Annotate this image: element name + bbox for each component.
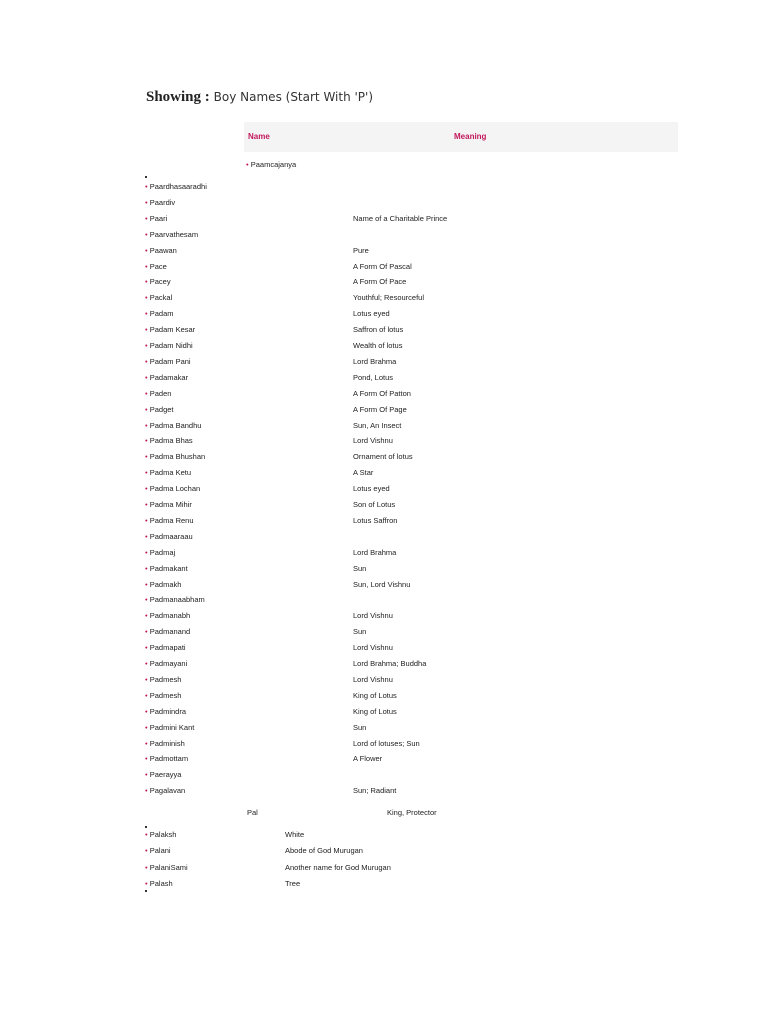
name-value: Padget bbox=[149, 404, 174, 414]
name-text bbox=[145, 786, 185, 795]
meaning-text: Lord Brahma bbox=[353, 547, 397, 557]
name-value: Padam Nidhi bbox=[149, 341, 193, 350]
name-value: Padam bbox=[149, 309, 174, 319]
meaning-text: Sun bbox=[353, 563, 367, 573]
name-text bbox=[145, 548, 175, 557]
meaning-text: Lord Brahma; Buddha bbox=[353, 659, 427, 668]
bullet-icon: • bbox=[145, 388, 148, 398]
name-text bbox=[145, 452, 205, 461]
list-item bbox=[145, 863, 545, 877]
list-item bbox=[145, 675, 645, 689]
name-text bbox=[145, 214, 167, 223]
name-text bbox=[145, 309, 174, 318]
name-value: Packal bbox=[149, 293, 173, 303]
meaning-text: Lord Brahma bbox=[353, 356, 397, 366]
name-text bbox=[145, 675, 181, 684]
list-item bbox=[145, 262, 645, 276]
bullet-icon: • bbox=[145, 341, 148, 350]
name-value: Padmesh bbox=[149, 674, 182, 684]
column-header-name: Name bbox=[248, 132, 270, 141]
meaning-text: King of Lotus bbox=[353, 690, 397, 700]
name-value: Palani bbox=[149, 846, 171, 856]
meaning-text: Youthful; Resourceful bbox=[353, 293, 425, 303]
bullet-icon: • bbox=[145, 579, 148, 589]
name-value: Padmakant bbox=[149, 563, 188, 573]
list-item bbox=[145, 277, 645, 291]
meaning-text: Wealth of lotus bbox=[353, 341, 403, 350]
name-text bbox=[145, 484, 200, 493]
list-item bbox=[145, 707, 645, 721]
name-text bbox=[145, 564, 188, 573]
name-text bbox=[145, 879, 173, 888]
name-text bbox=[145, 405, 174, 414]
list-item bbox=[145, 564, 645, 578]
bullet-icon: • bbox=[145, 436, 148, 446]
bullet-icon: • bbox=[145, 846, 148, 856]
meaning-text: Lord Vishnu bbox=[353, 611, 393, 621]
name-text bbox=[145, 373, 188, 382]
bullet-icon: • bbox=[145, 563, 148, 573]
meaning-text: Sun bbox=[353, 722, 367, 732]
bullet-icon: • bbox=[145, 595, 148, 605]
meaning-text: Lotus Saffron bbox=[353, 515, 398, 525]
name-text bbox=[145, 627, 190, 636]
name-text bbox=[145, 277, 171, 286]
name-text bbox=[145, 230, 198, 239]
list-item bbox=[145, 691, 645, 705]
list-item bbox=[145, 786, 645, 800]
table-header bbox=[244, 122, 678, 152]
name-text bbox=[145, 691, 181, 700]
name-value: Padma Renu bbox=[149, 515, 194, 525]
list-item bbox=[145, 723, 645, 737]
meaning-text: Ornament of lotus bbox=[353, 452, 413, 462]
list-item bbox=[145, 627, 645, 641]
name-value: Palaksh bbox=[149, 830, 177, 839]
list-item bbox=[145, 846, 545, 860]
bullet-icon: • bbox=[145, 722, 148, 732]
page-title bbox=[146, 88, 373, 106]
name-text bbox=[145, 863, 188, 872]
list-item bbox=[145, 341, 645, 355]
bullet-icon: • bbox=[145, 830, 148, 839]
bullet-icon: • bbox=[145, 643, 148, 653]
name-text bbox=[145, 516, 194, 525]
list-item bbox=[145, 500, 645, 514]
bullet-icon: • bbox=[145, 706, 148, 716]
name-text bbox=[145, 595, 205, 604]
bullet-icon: • bbox=[145, 515, 148, 525]
name-text bbox=[145, 262, 167, 271]
name-text bbox=[145, 436, 193, 445]
bullet-icon: • bbox=[145, 738, 148, 748]
name-value: Padmaj bbox=[149, 547, 176, 557]
name-value: Padma Bhas bbox=[149, 436, 193, 446]
name-text bbox=[145, 500, 192, 509]
list-item bbox=[145, 739, 645, 753]
stray-bullet bbox=[145, 176, 147, 178]
list-item bbox=[145, 770, 645, 784]
bullet-icon: • bbox=[145, 500, 148, 509]
name-value: Padamakar bbox=[149, 372, 189, 382]
bullet-icon: • bbox=[145, 452, 148, 462]
name-value: Padmakh bbox=[149, 579, 182, 589]
meaning-text: Sun, Lord Vishnu bbox=[353, 579, 411, 589]
meaning-text: Lotus eyed bbox=[353, 309, 390, 319]
name-text bbox=[145, 611, 190, 620]
bullet-icon: • bbox=[145, 325, 148, 335]
meaning-text: King of Lotus bbox=[353, 706, 397, 716]
title-lead: Showing : bbox=[146, 89, 210, 105]
name-value: Paerayya bbox=[149, 770, 182, 780]
bullet-icon: • bbox=[145, 468, 148, 478]
list-item bbox=[145, 516, 645, 530]
name-value: Paari bbox=[149, 213, 168, 223]
name-value: PalaniSami bbox=[149, 862, 188, 872]
name-value: Padmapati bbox=[149, 643, 186, 653]
pal-name: Pal bbox=[247, 808, 258, 817]
bullet-icon: • bbox=[145, 674, 148, 684]
bullet-icon: • bbox=[145, 754, 148, 764]
meaning-text: Lotus eyed bbox=[353, 484, 390, 494]
bullet-icon: • bbox=[145, 293, 148, 303]
list-item bbox=[145, 611, 645, 625]
meaning-text: Pond, Lotus bbox=[353, 372, 394, 382]
name-text bbox=[145, 198, 175, 207]
name-value: Padmanabh bbox=[149, 611, 191, 621]
list-item bbox=[145, 754, 645, 768]
name-text bbox=[145, 707, 186, 716]
list-item bbox=[145, 421, 645, 435]
first-entry bbox=[246, 160, 296, 169]
bullet-icon: • bbox=[145, 182, 148, 191]
name-text bbox=[145, 739, 185, 748]
name-text bbox=[145, 754, 188, 763]
bullet-icon: • bbox=[145, 690, 148, 700]
meaning-text: Tree bbox=[285, 878, 301, 888]
bullet-icon: • bbox=[145, 531, 148, 541]
meaning-text: Pure bbox=[353, 245, 369, 255]
name-text bbox=[145, 580, 181, 589]
list-item bbox=[145, 373, 645, 387]
name-value: Padma Lochan bbox=[149, 484, 201, 494]
list-item bbox=[145, 214, 645, 228]
list-item bbox=[145, 830, 545, 844]
meaning-text: Lord Vishnu bbox=[353, 436, 393, 446]
bullet-icon: • bbox=[145, 261, 148, 271]
bullet-icon: • bbox=[145, 404, 148, 414]
stray-bullet bbox=[145, 890, 147, 892]
pal-entry bbox=[247, 808, 547, 817]
name-value: Padminish bbox=[149, 738, 185, 748]
bullet-icon: • bbox=[145, 611, 148, 621]
name-text bbox=[145, 468, 191, 477]
meaning-text: Abode of God Murugan bbox=[285, 846, 363, 856]
name-value: Padmesh bbox=[149, 690, 182, 700]
name-value: Padma Ketu bbox=[149, 468, 192, 478]
name-value: Pacey bbox=[149, 277, 171, 287]
meaning-text: Sun bbox=[353, 627, 367, 637]
name-text bbox=[145, 643, 186, 652]
meaning-text: Lord Vishnu bbox=[353, 674, 393, 684]
bullet-icon: • bbox=[145, 245, 148, 255]
name-text bbox=[145, 325, 195, 334]
list-item bbox=[145, 198, 645, 212]
name-text bbox=[145, 846, 171, 855]
meaning-text: A Form Of Page bbox=[353, 404, 407, 414]
name-text bbox=[145, 830, 176, 839]
meaning-text: A Form Of Patton bbox=[353, 388, 411, 398]
name-value: Paarvathesam bbox=[149, 229, 199, 239]
bullet-icon: • bbox=[145, 547, 148, 557]
meaning-text: Sun; Radiant bbox=[353, 786, 397, 796]
list-item bbox=[145, 879, 545, 893]
list-item bbox=[145, 357, 645, 371]
name-text bbox=[145, 532, 193, 541]
name-value: Palash bbox=[149, 878, 173, 888]
bullet-icon: • bbox=[145, 229, 148, 239]
name-value: Padmayani bbox=[149, 659, 188, 668]
name-value: Padmini Kant bbox=[149, 722, 195, 732]
list-item bbox=[145, 643, 645, 657]
name-value: Padmanaabham bbox=[149, 595, 205, 605]
bullet-icon: • bbox=[145, 309, 148, 319]
list-item bbox=[145, 452, 645, 466]
meaning-text: A Form Of Pace bbox=[353, 277, 407, 287]
bullet-icon: • bbox=[145, 862, 148, 872]
name-value: Paardhasaaradhi bbox=[149, 182, 207, 191]
list-item bbox=[145, 182, 645, 196]
bullet-icon: • bbox=[145, 770, 148, 780]
list-item bbox=[145, 659, 645, 673]
bullet-icon: • bbox=[145, 878, 148, 888]
meaning-text: A Flower bbox=[353, 754, 383, 764]
name-text bbox=[145, 659, 187, 668]
meaning-text: Name of a Charitable Prince bbox=[353, 213, 448, 223]
bullet-icon: • bbox=[145, 356, 148, 366]
name-value: Padmanand bbox=[149, 627, 191, 637]
meaning-text: Sun, An Insect bbox=[353, 420, 402, 430]
meaning-text: Son of Lotus bbox=[353, 500, 396, 509]
name-value: Paawan bbox=[149, 245, 177, 255]
name-text bbox=[145, 770, 181, 779]
meaning-text: Lord of lotuses; Sun bbox=[353, 738, 420, 748]
list-item bbox=[145, 548, 645, 562]
list-item bbox=[145, 484, 645, 498]
bullet-icon: • bbox=[246, 160, 249, 169]
name-value: Padmaaraau bbox=[149, 531, 193, 541]
meaning-text: Another name for God Murugan bbox=[285, 862, 391, 872]
meaning-text: A Star bbox=[353, 468, 374, 478]
list-item bbox=[145, 230, 645, 244]
list-item bbox=[145, 468, 645, 482]
bullet-icon: • bbox=[145, 197, 148, 207]
list-item bbox=[145, 580, 645, 594]
bullet-icon: • bbox=[145, 277, 148, 287]
meaning-text: Saffron of lotus bbox=[353, 325, 404, 335]
column-header-meaning: Meaning bbox=[454, 132, 487, 141]
meaning-text: A Form Of Pascal bbox=[353, 261, 412, 271]
bullet-icon: • bbox=[145, 420, 148, 430]
name-text bbox=[145, 357, 191, 366]
pal-meaning: King, Protector bbox=[387, 808, 437, 817]
name-value: Pace bbox=[149, 261, 167, 271]
bullet-icon: • bbox=[145, 484, 148, 494]
list-item bbox=[145, 293, 645, 307]
name-value: Padma Bandhu bbox=[149, 420, 202, 430]
list-item bbox=[145, 532, 645, 546]
name-value: Paden bbox=[149, 388, 172, 398]
meaning-text: Lord Vishnu bbox=[353, 643, 393, 653]
name-text bbox=[145, 421, 201, 430]
name-value: Padma Bhushan bbox=[149, 452, 206, 462]
name-value: Padmindra bbox=[149, 706, 187, 716]
name-text bbox=[145, 246, 177, 255]
meaning-text: White bbox=[285, 830, 305, 839]
stray-bullet bbox=[145, 826, 147, 828]
bullet-icon: • bbox=[145, 786, 148, 796]
name-text bbox=[145, 182, 207, 191]
name-value: Padma Mihir bbox=[149, 500, 192, 509]
name-value: Paardiv bbox=[149, 197, 176, 207]
name-value: Padam Kesar bbox=[149, 325, 196, 335]
name-value: Padmottam bbox=[149, 754, 189, 764]
list-item bbox=[145, 389, 645, 403]
list-item bbox=[145, 436, 645, 450]
list-item bbox=[145, 595, 645, 609]
name-value: Padam Pani bbox=[149, 356, 191, 366]
name-text bbox=[145, 293, 172, 302]
list-item bbox=[145, 405, 645, 419]
title-rest: Boy Names (Start With 'P') bbox=[213, 90, 374, 104]
name-value: Pagalavan bbox=[149, 786, 186, 796]
bullet-icon: • bbox=[145, 213, 148, 223]
list-item bbox=[145, 325, 645, 339]
first-entry-name: Paamcajanya bbox=[250, 160, 297, 169]
bullet-icon: • bbox=[145, 627, 148, 637]
list-item bbox=[145, 309, 645, 323]
bullet-icon: • bbox=[145, 372, 148, 382]
name-text bbox=[145, 341, 193, 350]
bullet-icon: • bbox=[145, 659, 148, 668]
list-item bbox=[145, 246, 645, 260]
name-text bbox=[145, 723, 194, 732]
name-text bbox=[145, 389, 171, 398]
